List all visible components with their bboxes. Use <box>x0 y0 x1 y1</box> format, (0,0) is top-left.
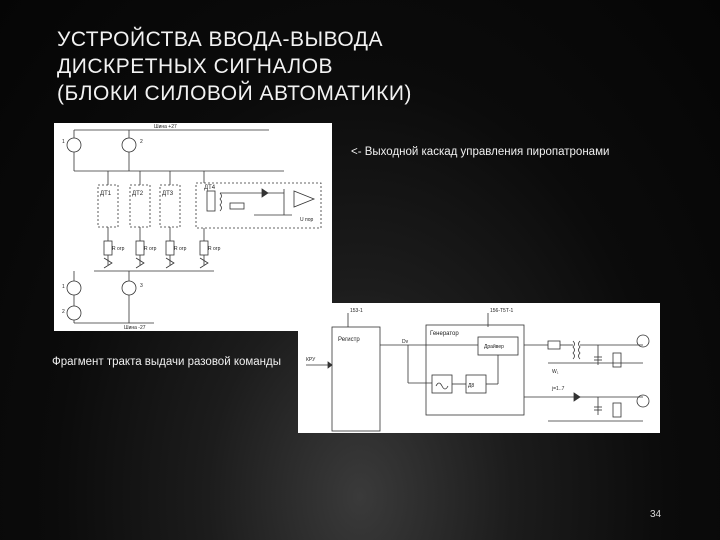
kpu-label: КРУ <box>306 357 316 363</box>
block-dt2-label: ДТ2 <box>132 191 144 197</box>
driver-label: Драйвер <box>484 344 504 350</box>
resistor-label-4: R огр <box>208 246 221 252</box>
caption-output-stage: <- Выходной каскад управления пиропатронами <box>351 146 610 158</box>
node-label-5: 3 <box>140 283 143 289</box>
generator-label: Генератор <box>430 331 459 337</box>
title-line-1: УСТРОЙСТВА ВВОДА-ВЫВОДА <box>57 28 383 51</box>
block-dt3-label: ДТ3 <box>162 191 174 197</box>
title-line-2: ДИСКРЕТНЫХ СИГНАЛОВ <box>57 55 334 78</box>
slide-title <box>57 26 657 107</box>
channel-index-label: j=1..7 <box>552 386 565 392</box>
label-156: 156-Т5Т-1 <box>490 308 514 314</box>
label-153-1: 153-1 <box>350 308 363 314</box>
register-label: Регистр <box>338 337 360 343</box>
w-label: W₁ <box>552 369 559 375</box>
bus-bottom-label: Шина -27 <box>124 325 146 331</box>
title-line-3: (БЛОКИ СИЛОВОЙ АВТОМАТИКИ) <box>57 82 412 105</box>
u-threshold-label: U пор <box>300 217 314 223</box>
dv-label: Dv <box>402 339 409 345</box>
bus-top-label: Шина +27 <box>154 124 177 130</box>
circuit-svg-2 <box>298 303 660 433</box>
page-number: 34 <box>650 509 662 520</box>
circuit-diagram-command-path <box>298 303 660 433</box>
node-label-1: 1 <box>62 139 65 145</box>
caption-command-path: Фрагмент тракта выдачи разовой команды <box>52 356 282 368</box>
node-label-4: 2 <box>62 309 65 315</box>
block-dt1-label: ДТ1 <box>100 191 112 197</box>
circuit-svg-1 <box>54 123 332 331</box>
block-dt4-label: ДТ4 <box>204 185 216 191</box>
resistor-label-2: R огр <box>144 246 157 252</box>
resistor-label-3: R огр <box>174 246 187 252</box>
resistor-label-1: R огр <box>112 246 125 252</box>
circuit-diagram-output-stage <box>54 123 332 331</box>
block-d8-label: Д8 <box>468 383 475 389</box>
node-label-3: 1 <box>62 284 65 290</box>
node-label-2: 2 <box>140 139 143 145</box>
